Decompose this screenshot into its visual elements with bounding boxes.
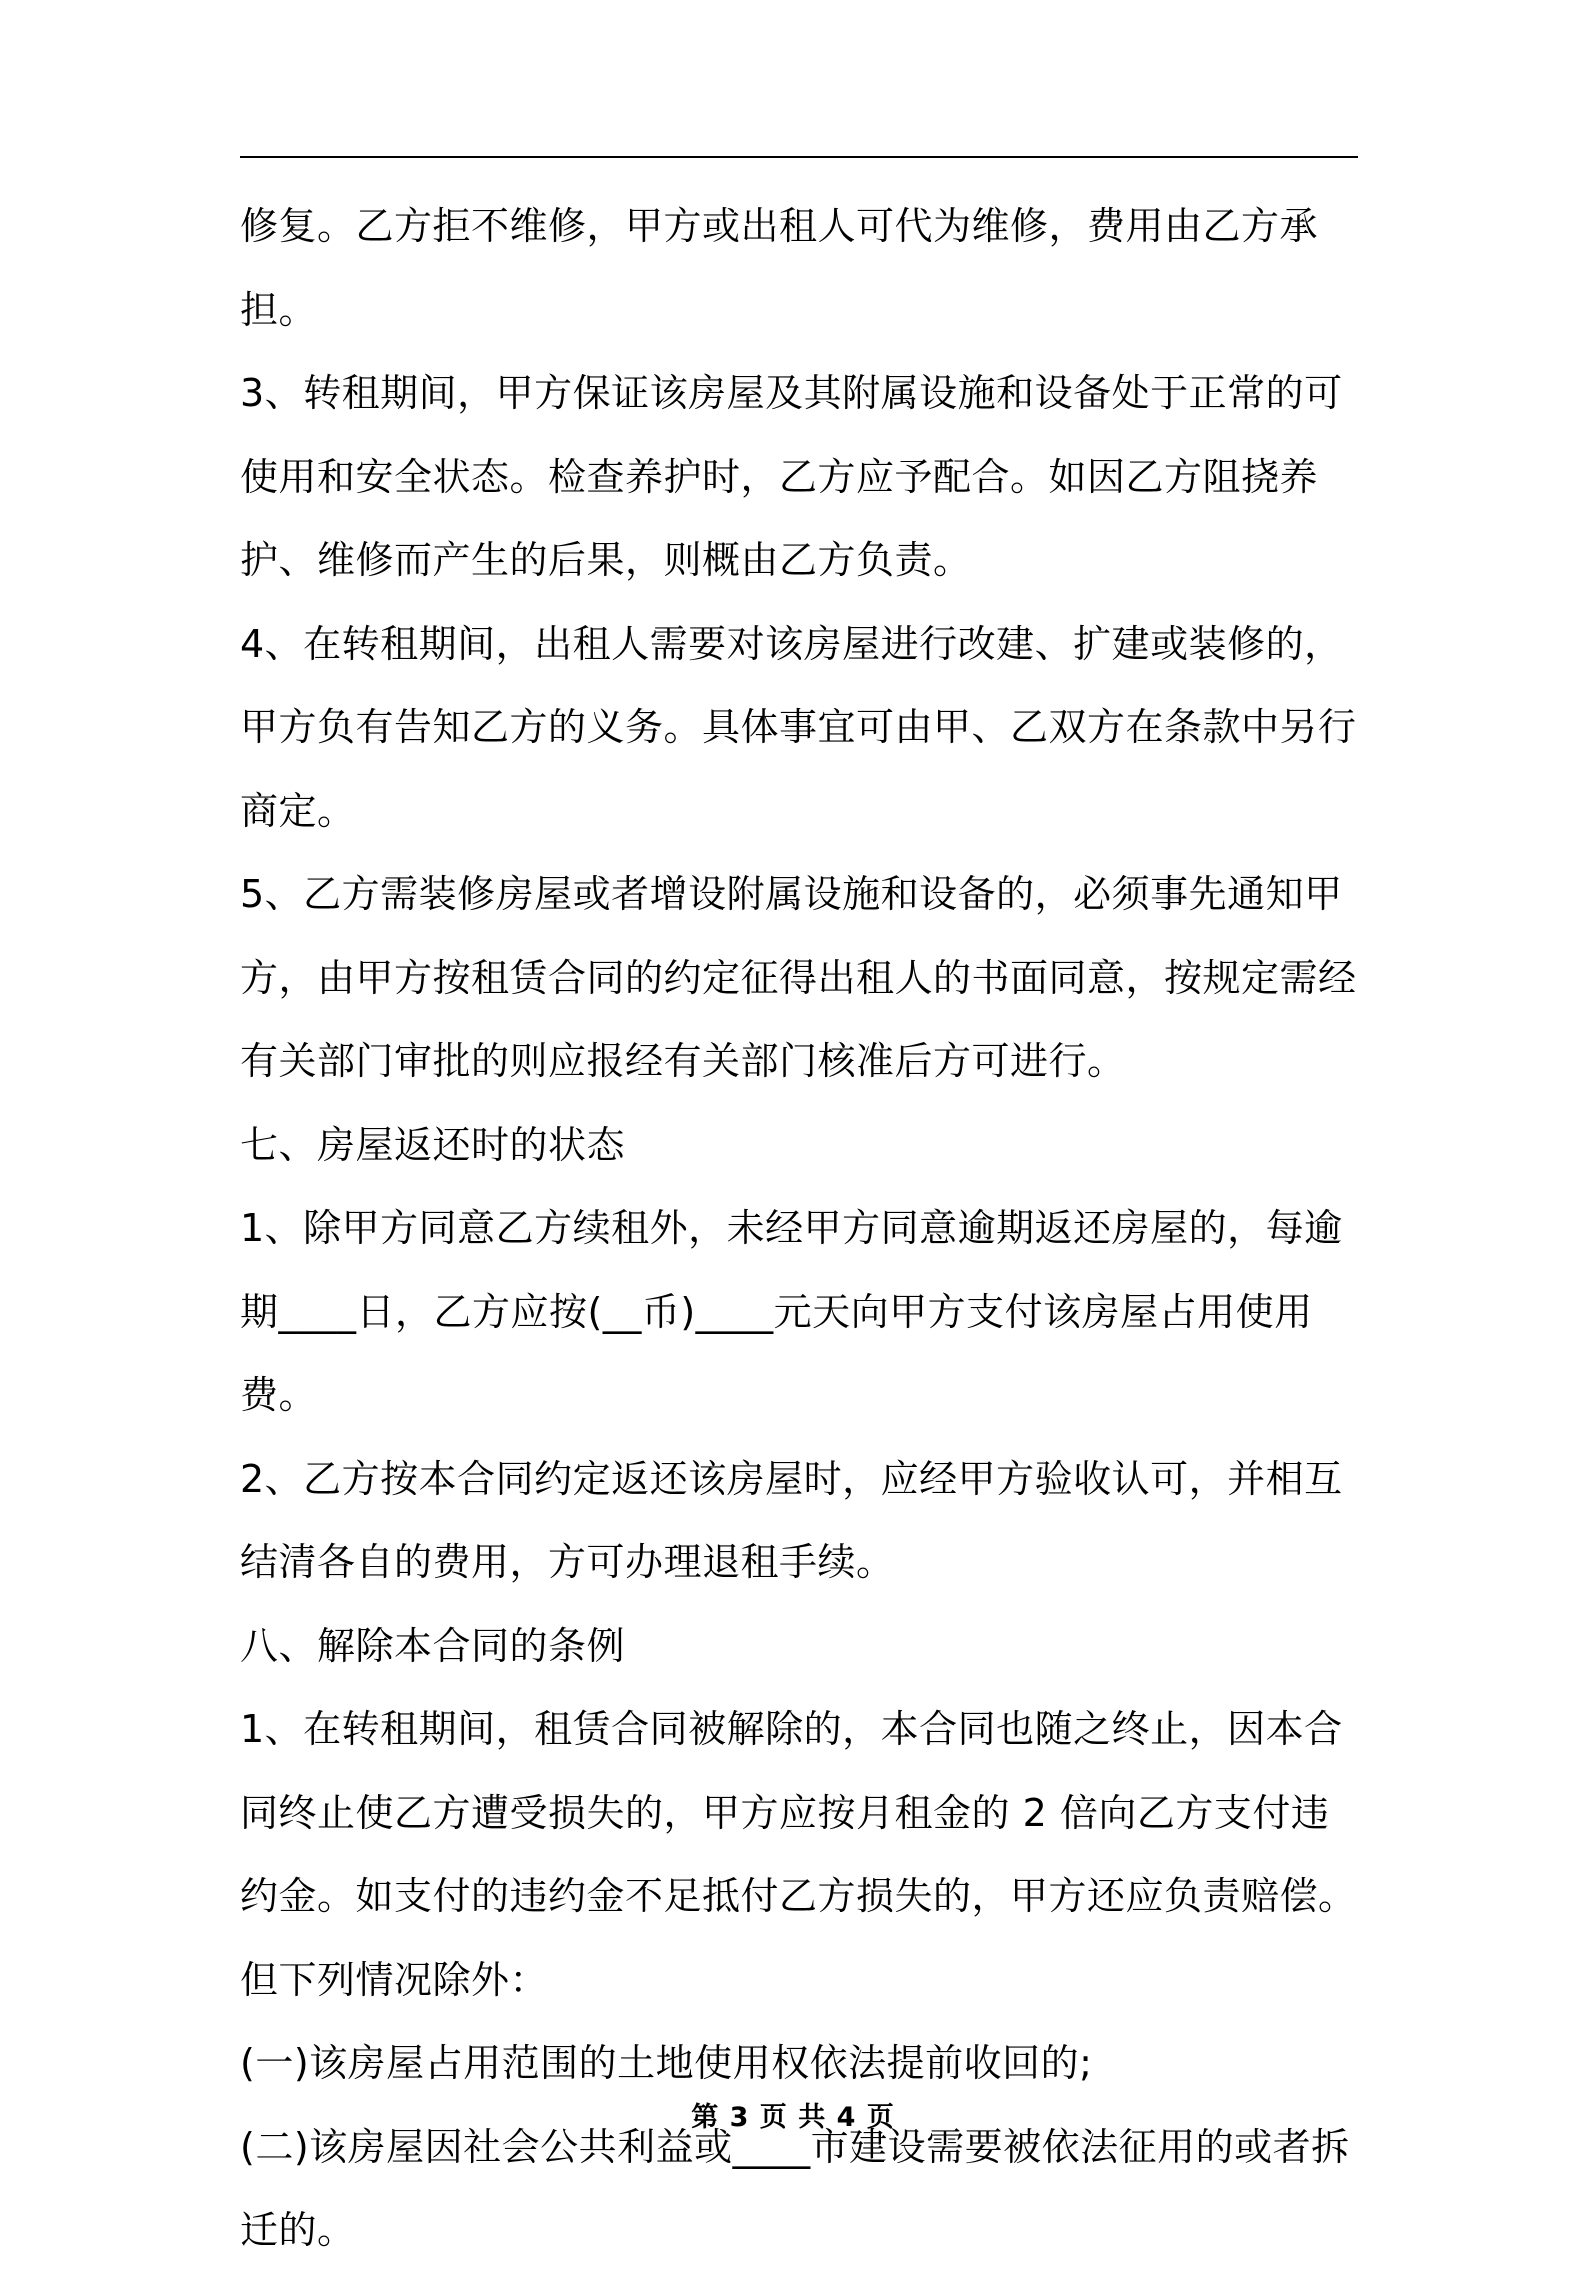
document-body — [240, 185, 1360, 2273]
paragraph-exception-2: (二)该房屋因社会公共利益或____市建设需要被依法征用的或者拆迁的。 — [240, 2124, 1350, 2252]
paragraph-exception-1: (一)该房屋占用范围的土地使用权依法提前收回的; — [240, 2041, 1093, 2085]
paragraph-section-7-clause-2: 2、乙方按本合同约定返还该房屋时，应经甲方验收认可，并相互结清各自的费用，方可办理退租手续。 — [240, 1456, 1343, 1584]
paragraph-clause-3: 3、转租期间，甲方保证该房屋及其附属设施和设备处于正常的可使用和安全状态。检查养护时，乙方应予配合。如因乙方阻挠养护、维修而产生的后果，则概由乙方负责。 — [240, 371, 1343, 582]
page-number-footer: 第 3 页 共 4 页 — [691, 2102, 895, 2133]
header-divider — [240, 156, 1358, 158]
section-heading-7: 七、房屋返还时的状态 — [240, 1122, 626, 1167]
paragraph-repair-continuation: 修复。乙方拒不维修，甲方或出租人可代为维修，费用由乙方承担。 — [240, 204, 1319, 332]
paragraph-section-7-clause-1: 1、除甲方同意乙方续租外，未经甲方同意逾期返还房屋的，每逾期____日，乙方应按(__币)____元天向甲方支付该房屋占用使用费。 — [240, 1206, 1343, 1417]
paragraph-section-8-clause-1: 1、在转租期间，租赁合同被解除的，本合同也随之终止，因本合同终止使乙方遭受损失的，甲方应按月租金的 2 倍向乙方支付违约金。如支付的违约金不足抵付乙方损失的，甲方还应负责赔偿。但下列情况除外： — [240, 1707, 1357, 2002]
paragraph-clause-4: 4、在转租期间，出租人需要对该房屋进行改建、扩建或装修的，甲方负有告知乙方的义务。具体事宜可由甲、乙双方在条款中另行商定。 — [240, 621, 1357, 833]
section-heading-8: 八、解除本合同的条例 — [240, 1623, 626, 1668]
paragraph-clause-5: 5、乙方需装修房屋或者增设附属设施和设备的，必须事先通知甲方，由甲方按租赁合同的约定征得出租人的书面同意，按规定需经有关部门审批的则应报经有关部门核准后方可进行。 — [240, 872, 1357, 1083]
